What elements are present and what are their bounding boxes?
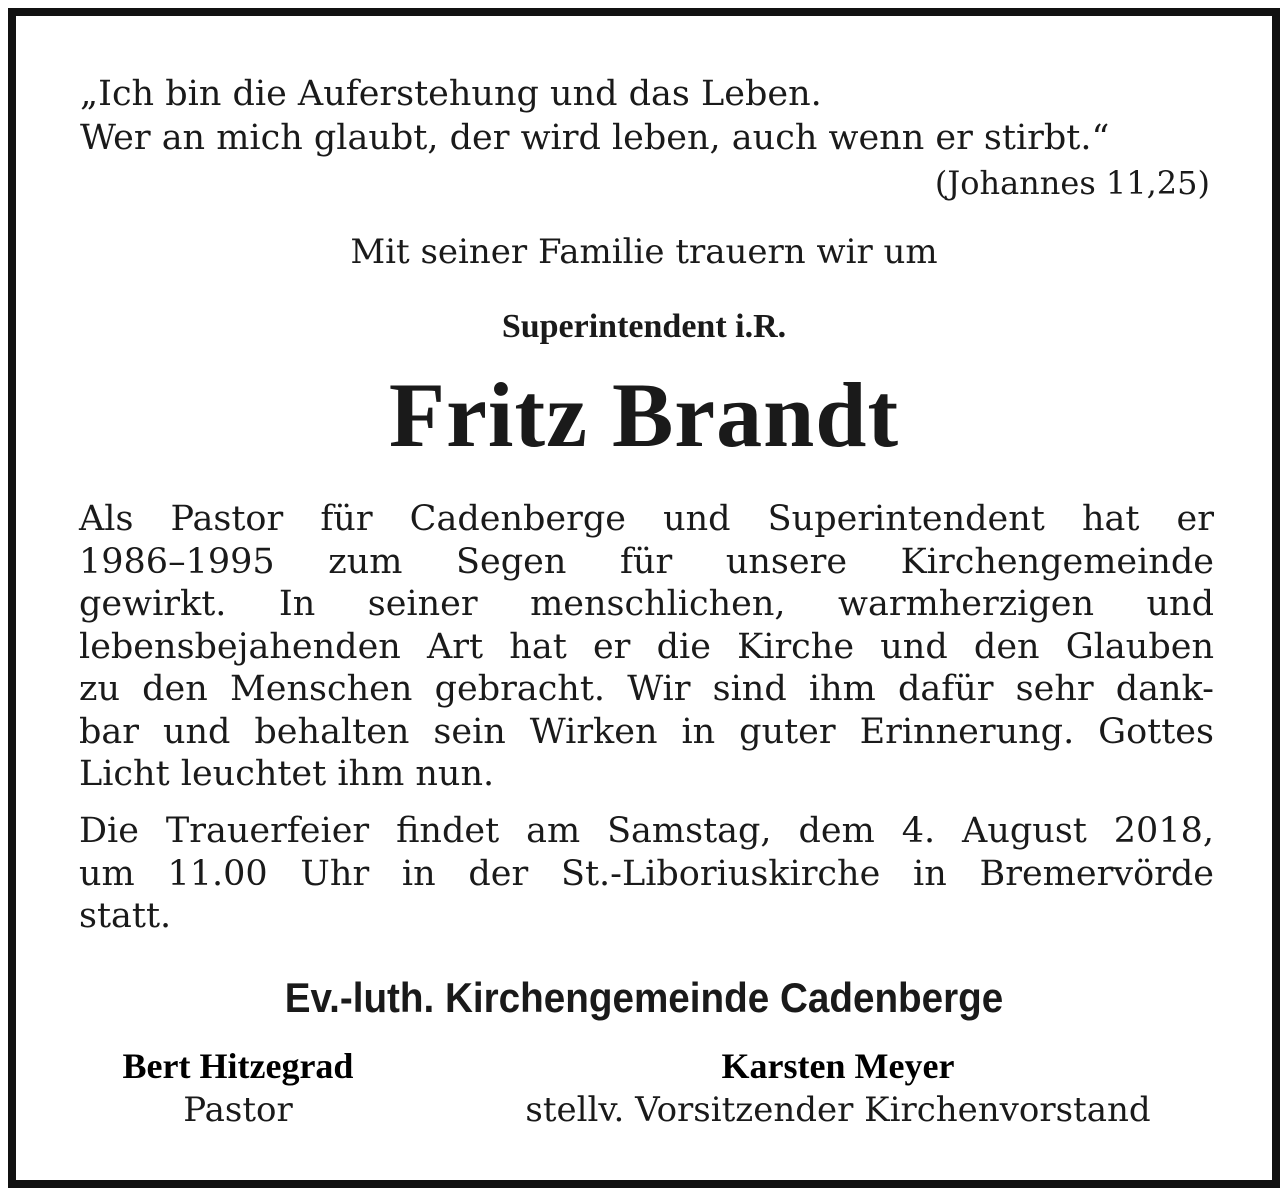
- tribute-line: zu den Menschen gebracht. Wir sind ihm dafür sehr dank-: [79, 669, 1214, 709]
- deceased-name: Fritz Brandt: [388, 364, 900, 466]
- obituary-notice: [8, 8, 1280, 1188]
- organization-name: Ev.-luth. Kirchengemeinde Cadenberge: [284, 974, 1004, 1021]
- signatory-role: stellv. Vorsitzender Kirchenvorstand: [525, 1090, 1151, 1130]
- signatory-1: [78, 1044, 398, 1132]
- deceased-title: Superintendent i.R.: [501, 308, 787, 345]
- signatory-role: Pastor: [183, 1090, 293, 1130]
- bible-quote-line-2: Wer an mich glaubt, der wird leben, auch wenn er stirbt.“: [80, 118, 1110, 158]
- intro-text: Mit seiner Familie trauern wir um: [350, 232, 938, 272]
- funeral-line: um 11.00 Uhr in der St.-Liboriuskirche in Bremervörde: [79, 853, 1214, 894]
- tribute-paragraph: [79, 498, 1214, 796]
- tribute-line: Licht leuchtet ihm nun.: [79, 754, 495, 794]
- tribute-line: 1986–1995 zum Segen für unsere Kirchengemeinde: [79, 541, 1214, 582]
- tribute-line: bar und behalten sein Wirken in guter Erinnerung. Gottes: [79, 711, 1214, 752]
- funeral-details-paragraph: [79, 810, 1214, 938]
- bible-reference: (Johannes 11,25): [934, 164, 1210, 202]
- funeral-line: statt.: [79, 896, 172, 936]
- bible-quote-line-1: „Ich bin die Auferstehung und das Leben.: [80, 74, 822, 114]
- tribute-line: lebensbejahenden Art hat er die Kirche und den Glauben: [79, 626, 1214, 667]
- funeral-line: Die Trauerfeier findet am Samstag, dem 4. August 2018,: [79, 811, 1214, 851]
- signatory-name: Karsten Meyer: [721, 1046, 955, 1086]
- tribute-line: gewirkt. In seiner menschlichen, warmherzigen und: [79, 584, 1214, 624]
- signatory-2: [448, 1044, 1228, 1132]
- tribute-line: Als Pastor für Cadenberge und Superintendent hat er: [79, 499, 1214, 539]
- signatory-name: Bert Hitzegrad: [122, 1046, 354, 1086]
